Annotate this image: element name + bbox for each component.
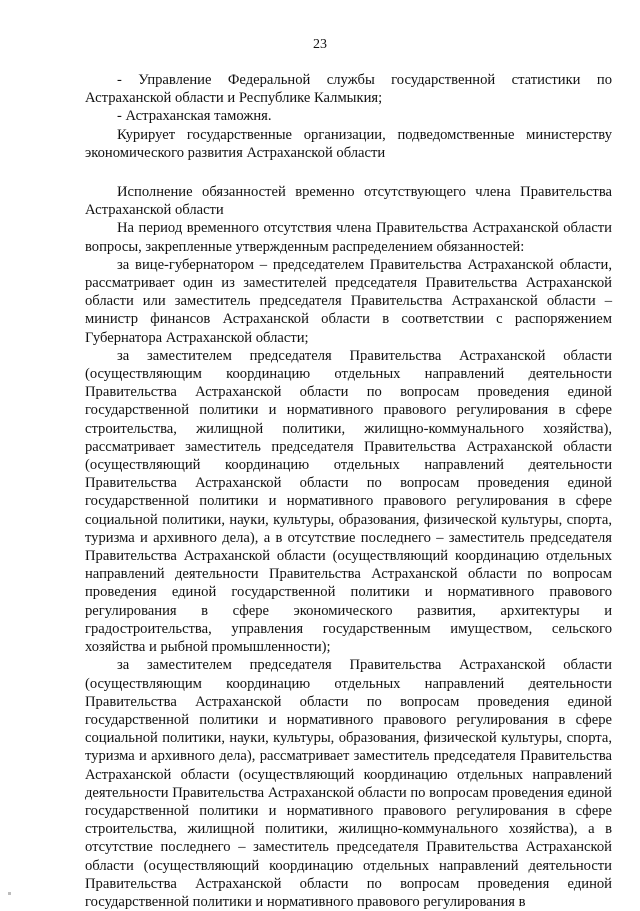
document-body [85, 71, 612, 911]
section-heading: Исполнение обязанностей временно отсутствующего члена Правительства Астраханской области [85, 184, 612, 219]
list-item-statistics-office: - Управление Федеральной службы государственной статистики по Астраханской области и Республике Калмыкия; [85, 72, 612, 107]
social-deputy-paragraph: за заместителем председателя Правительства Астраханской области (осуществляющим координацию отдельных направлений деятельности Правительства Астраханской области по вопросам проведения единой государственной политики и нормативного правового регулирования в сфере социальной политики, науки, культуры, образования, физической культуры, спорта, туризма и архивного дела), рассматривает заместитель председателя Правительства Астраханской области (осуществляющий координацию отдельных направлений деятельности Правительства Астраханской области по вопросам проведения единой государственной политики и нормативного правового регулирования в сфере строительства, жилищной политики, жилищно-коммунального хозяйства), а в отсутствие последнего – заместитель председателя Правительства Астраханской области (осуществляющий координацию отдельных направлений деятельности Правительства Астраханской области по вопросам проведения единой государственной политики и нормативного правового регулирования в [85, 657, 612, 910]
scan-artifact [8, 892, 11, 895]
vice-governor-paragraph: за вице-губернатором – председателем Правительства Астраханской области, рассматривает один из заместителей председателя Правительства Астраханской области или заместитель председателя Правительства Астраханской области – министр финансов Астраханской области в соответствии с распоряжением Губернатора Астраханской области; [85, 256, 612, 346]
supervision-paragraph: Курирует государственные организации, подведомственные министерству экономического развития Астраханской области [85, 126, 612, 161]
intro-paragraph: На период временного отсутствия члена Правительства Астраханской области вопросы, закрепленные утвержденным распределением обязанностей: [85, 220, 612, 255]
list-item-customs: - Астраханская таможня. [117, 108, 272, 125]
construction-deputy-paragraph: за заместителем председателя Правительства Астраханской области (осуществляющим координацию отдельных направлений деятельности Правительства Астраханской области по вопросам проведения единой государственной политики и нормативного правового регулирования в сфере строительства, жилищной политики, жилищно-коммунального хозяйства), рассматривает заместитель председателя Правительства Астраханской области (осуществляющий координацию отдельных направлений деятельности Правительства Астраханской области по вопросам проведения единой государственной политики и нормативного правового регулирования в сфере социальной политики, науки, культуры, образования, физической культуры, спорта, туризма и архивного дела), а в отсутствие последнего – заместитель председателя Правительства Астраханской области (осуществляющий координацию отдельных направлений деятельности Правительства Астраханской области по вопросам проведения единой государственной политики и нормативного правового регулирования в сфере экономического развития, архитектуры и градостроительства, управления государственным имуществом, сельского хозяйства и рыбной промышленности); [85, 347, 612, 656]
page-number: 23 [313, 37, 327, 52]
